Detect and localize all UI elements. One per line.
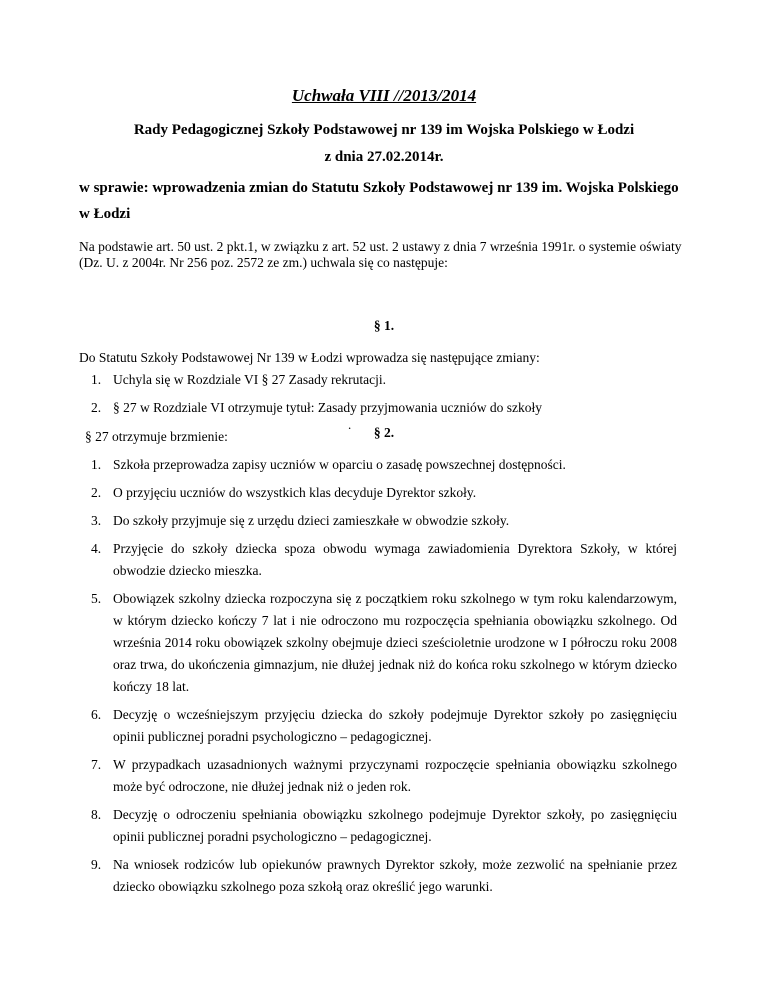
list-item-text: Decyzję o wcześniejszym przyjęciu dziecka do szkoły podejmuje Dyrektor szkoły po zasięgnięciu opinii publicznej poradni psychologiczno – pedagogicznej. <box>113 707 677 744</box>
document-subject: w sprawie: wprowadzenia zmian do Statutu Szkoły Podstawowej nr 139 im. Wojska Polskiego w Łodzi <box>79 180 679 222</box>
section-1-intro: Do Statutu Szkoły Podstawowej Nr 139 w Łodzi wprowadza się następujące zmiany: <box>79 350 540 365</box>
list-item-text: O przyjęciu uczniów do wszystkich klas decyduje Dyrektor szkoły. <box>113 485 477 500</box>
list-item <box>91 588 677 698</box>
list-item <box>91 854 677 898</box>
list-item-text: Szkoła przeprowadza zapisy uczniów w oparciu o zasadę powszechnej dostępności. <box>113 457 566 472</box>
list-item <box>91 510 677 532</box>
list-item-text: Do szkoły przyjmuje się z urzędu dzieci zamieszkałe w obwodzie szkoły. <box>113 513 510 528</box>
section-1-heading: § 1. <box>373 318 395 333</box>
list-item-text: § 27 w Rozdziale VI otrzymuje tytuł: Zasady przyjmowania uczniów do szkoły <box>113 400 543 415</box>
document-title: Uchwała VIII //2013/2014 <box>291 86 477 105</box>
list-item-text: Decyzję o odroczeniu spełniania obowiązku szkolnego podejmuje Dyrektor szkoły, po zasięgnięciu opinii publicznej poradni psychologiczno – pedagogicznej. <box>113 807 677 844</box>
list-item <box>91 704 677 748</box>
list-item-number: 2. <box>91 400 102 415</box>
list-item-number: 1. <box>91 372 102 387</box>
section-1-list <box>91 369 677 425</box>
legal-basis: Na podstawie art. 50 ust. 2 pkt.1, w związku z art. 52 ust. 2 ustawy z dnia 7 września 1991r. o systemie oświaty (Dz. U. z 2004r. Nr 256 poz. 2572 ze zm.) uchwala się co następuje: <box>79 239 682 270</box>
list-item-number: 7. <box>91 757 102 772</box>
list-item-number: 8. <box>91 807 102 822</box>
list-item <box>91 454 677 476</box>
list-item-number: 9. <box>91 857 102 872</box>
section-2-list <box>91 454 677 904</box>
list-item <box>91 482 677 504</box>
list-item <box>91 397 677 419</box>
section-2-intro: § 27 otrzymuje brzmienie: <box>85 429 228 444</box>
stray-dot: . <box>348 417 352 432</box>
list-item <box>91 754 677 798</box>
list-item-text: Obowiązek szkolny dziecka rozpoczyna się z początkiem roku szkolnego w tym roku kalendarzowym, w którym dziecko kończy 7 lat i nie odroczono mu rozpoczęcia spełniania obowiązku szkolnego. Od września 2014 roku obowiązek szkolny obejmuje dzieci sześcioletnie urodzone w I półroczu roku 2008 oraz trwa, do ukończenia gimnazjum, nie dłużej jednak niż do końca roku szkolnego w którym dziecko kończy 18 lat. <box>113 591 677 694</box>
list-item-number: 3. <box>91 513 102 528</box>
list-item-text: Przyjęcie do szkoły dziecka spoza obwodu wymaga zawiadomienia Dyrektora Szkoły, w której obwodzie dziecko mieszka. <box>113 541 677 578</box>
list-item-text: Na wniosek rodziców lub opiekunów prawnych Dyrektor szkoły, może zezwolić na spełnianie przez dziecko obowiązku szkolnego poza szkołą oraz określić jego warunki. <box>113 857 677 894</box>
list-item-number: 5. <box>91 591 102 606</box>
list-item-text: Uchyla się w Rozdziale VI § 27 Zasady rekrutacji. <box>113 372 387 387</box>
list-item <box>91 804 677 848</box>
list-item-number: 4. <box>91 541 102 556</box>
document-subtitle: Rady Pedagogicznej Szkoły Podstawowej nr 139 im Wojska Polskiego w Łodzi <box>133 122 635 138</box>
section-2-heading: § 2. <box>373 425 395 440</box>
list-item-number: 1. <box>91 457 102 472</box>
list-item <box>91 538 677 582</box>
list-item-text: W przypadkach uzasadnionych ważnymi przyczynami rozpoczęcie spełniania obowiązku szkolnego może być odroczone, nie dłużej jednak niż o jeden rok. <box>113 757 677 794</box>
list-item-number: 2. <box>91 485 102 500</box>
list-item <box>91 369 677 391</box>
document-date: z dnia 27.02.2014r. <box>324 149 444 165</box>
list-item-number: 6. <box>91 707 102 722</box>
